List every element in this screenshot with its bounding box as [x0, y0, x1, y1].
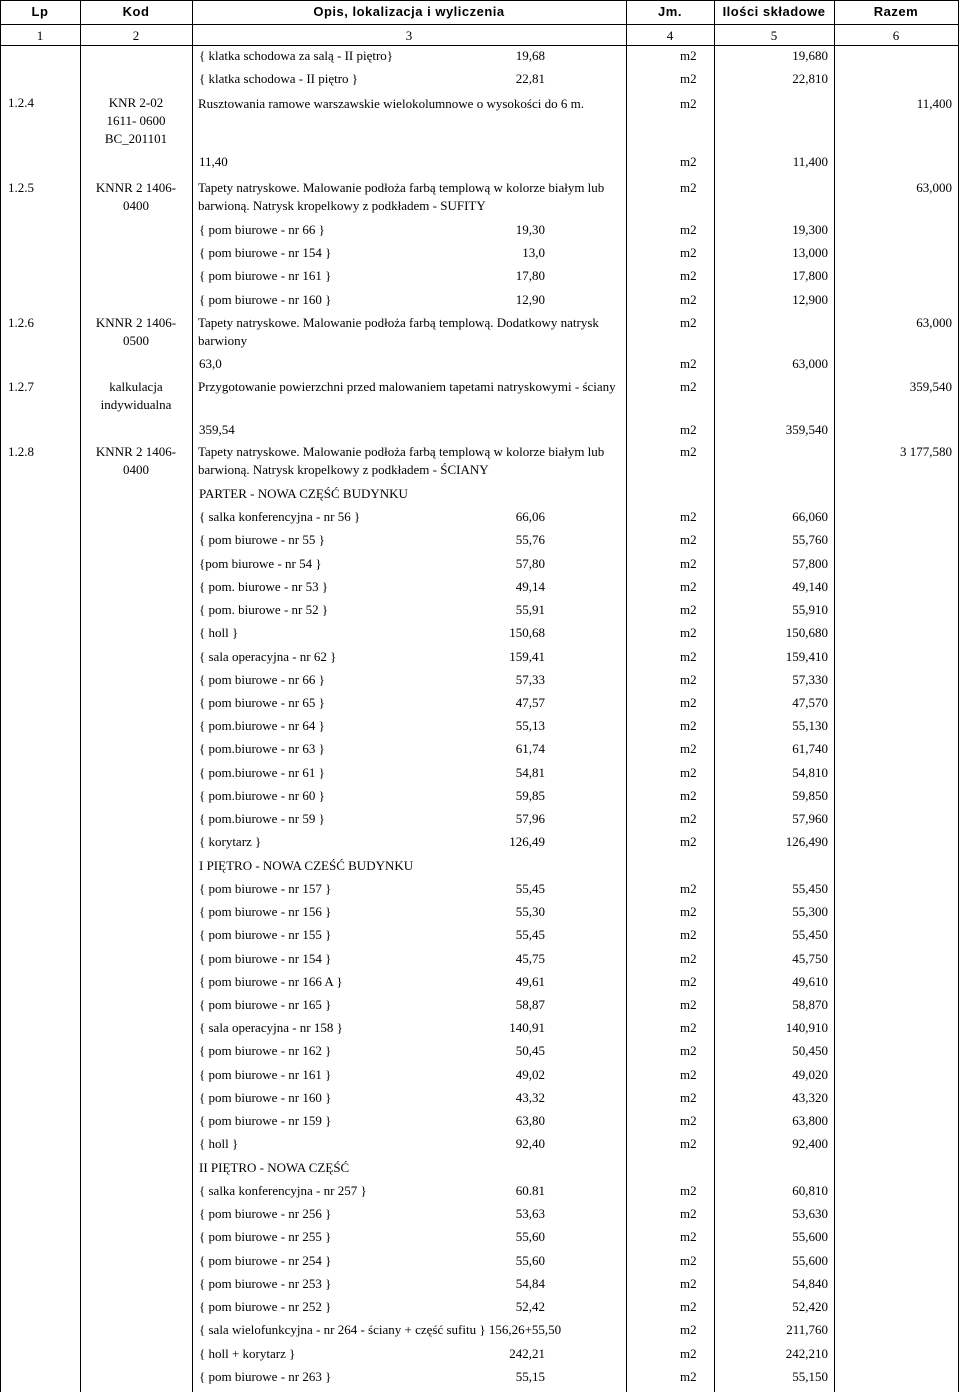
calc-line-label: { pom biurowe - nr 166 A } [199, 974, 343, 989]
calc-line-value: 13,0 [522, 245, 545, 260]
header-lp: Lp [31, 4, 49, 19]
calc-line-quantity: 55,150 [792, 1369, 828, 1384]
position-description: Tapety natryskowe. Malowanie podłoża farbą templową w kolorze białym lub barwioną. Natrysk kropelkowy z podkładem - SUFITY [198, 180, 605, 213]
position-description: Tapety natryskowe. Malowanie podłoża farbą templową. Dodatkowy natrysk barwiony [198, 315, 599, 348]
calc-line-quantity: 55,130 [792, 718, 828, 733]
calc-line-value: 55,45 [515, 881, 545, 896]
calc-line-quantity: 49,020 [792, 1067, 828, 1082]
calc-line-unit: m2 [680, 1229, 697, 1244]
position-lp: 1.2.6 [8, 315, 34, 330]
calc-line-unit: m2 [680, 579, 697, 594]
calc-line-label: { holl + korytarz } [199, 1346, 296, 1361]
calc-line-value: 57,80 [515, 556, 545, 571]
calc-line-quantity: 126,490 [785, 834, 828, 849]
position-code: 0400 [123, 462, 149, 477]
position-total: 3 177,580 [900, 444, 952, 459]
calc-line-quantity: 49,140 [792, 579, 828, 594]
calc-line-value: 242,21 [509, 1346, 545, 1361]
column-number: 1 [36, 28, 44, 43]
column-border [80, 0, 81, 1392]
calc-line-label: { pom biurowe - nr 256 } [199, 1206, 332, 1221]
calc-line-unit: m2 [680, 1299, 697, 1314]
calc-line-unit: m2 [680, 881, 697, 896]
calc-line-quantity: 19,680 [792, 48, 828, 63]
calc-line-quantity: 17,800 [792, 268, 828, 283]
position-code: 0400 [123, 198, 149, 213]
calc-line-value: 43,32 [515, 1090, 545, 1105]
calc-line-unit: m2 [680, 1346, 697, 1361]
calc-line-unit: m2 [680, 1206, 697, 1221]
calc-line-label: { salka konferencyjna - nr 257 } [199, 1183, 367, 1198]
calc-line-label: { pom biurowe - nr 157 } [199, 881, 332, 896]
calc-line-label: { pom biurowe - nr 156 } [199, 904, 332, 919]
position-code: 1611- 0600 [106, 113, 166, 128]
calc-line-label: { pom biurowe - nr 162 } [199, 1043, 332, 1058]
calc-line-label: { pom biurowe - nr 160 } [199, 1090, 332, 1105]
calc-line-label: PARTER - NOWA CZĘŚĆ BUDYNKU [199, 486, 408, 501]
calc-line-value: 55,45 [515, 927, 545, 942]
position-description: Przygotowanie powierzchni przed malowaniem tapetami natryskowymi - ściany [198, 379, 616, 394]
calc-line-label: { salka konferencyjna - nr 56 } [199, 509, 361, 524]
calc-line-unit: m2 [680, 741, 697, 756]
calc-line-unit: m2 [680, 672, 697, 687]
calc-line-unit: m2 [680, 997, 697, 1012]
calc-line-label: 11,40 [199, 154, 228, 169]
calc-line-quantity: 61,740 [792, 741, 828, 756]
calc-line-quantity: 60,810 [792, 1183, 828, 1198]
position-unit: m2 [680, 315, 697, 330]
calc-line-label: { pom.biurowe - nr 60 } [199, 788, 325, 803]
calc-line-label: 63,0 [199, 356, 222, 371]
calc-line-label: { pom biurowe - nr 254 } [199, 1253, 332, 1268]
calc-line-label: { pom biurowe - nr 253 } [199, 1276, 332, 1291]
header-kod: Kod [122, 4, 150, 19]
calc-line-quantity: 54,840 [792, 1276, 828, 1291]
calc-line-value: 49,61 [515, 974, 545, 989]
calc-line-quantity: 47,570 [792, 695, 828, 710]
header-opis: Opis, lokalizacja i wyliczenia [313, 4, 505, 19]
calc-line-quantity: 55,910 [792, 602, 828, 617]
calc-line-label: { pom biurowe - nr 255 } [199, 1229, 332, 1244]
calc-line-quantity: 13,000 [792, 245, 828, 260]
position-code: KNR 2-02 [108, 95, 164, 110]
calc-line-quantity: 52,420 [792, 1299, 828, 1314]
calc-line-label: { pom.biurowe - nr 59 } [199, 811, 325, 826]
calc-line-unit: m2 [680, 1183, 697, 1198]
position-lp: 1.2.7 [8, 379, 34, 394]
calc-line-quantity: 49,610 [792, 974, 828, 989]
position-unit: m2 [680, 444, 697, 459]
column-border [0, 0, 1, 1392]
calc-line-unit: m2 [680, 268, 697, 283]
calc-line-value: 150,68 [509, 625, 545, 640]
position-total: 63,000 [916, 180, 952, 195]
calc-line-label: { pom biurowe - nr 252 } [199, 1299, 332, 1314]
position-unit: m2 [680, 180, 697, 195]
position-code: BC_201101 [104, 131, 168, 146]
calc-line-quantity: 55,300 [792, 904, 828, 919]
column-number: 4 [666, 28, 674, 43]
calc-line-value: 54,81 [515, 765, 545, 780]
calc-line-unit: m2 [680, 154, 697, 169]
calc-line-unit: m2 [680, 292, 697, 307]
column-number: 3 [405, 28, 413, 43]
calc-line-quantity: 54,810 [792, 765, 828, 780]
calc-line-unit: m2 [680, 718, 697, 733]
calc-line-value: 50,45 [515, 1043, 545, 1058]
position-unit: m2 [680, 379, 697, 394]
calc-line-quantity: 242,210 [785, 1346, 828, 1361]
calc-line-quantity: 66,060 [792, 509, 828, 524]
calc-line-label: { pom biurowe - nr 159 } [199, 1113, 332, 1128]
calc-line-quantity: 19,300 [792, 222, 828, 237]
calc-line-label: { pom biurowe - nr 263 } [199, 1369, 332, 1384]
calc-line-unit: m2 [680, 602, 697, 617]
calc-line-label: { pom.biurowe - nr 61 } [199, 765, 325, 780]
calc-line-value: 66,06 [515, 509, 545, 524]
calc-line-unit: m2 [680, 1276, 697, 1291]
column-border [626, 0, 627, 1392]
calc-line-value: 58,87 [515, 997, 545, 1012]
calc-line-label: { pom. biurowe - nr 53 } [199, 579, 329, 594]
calc-line-value: 57,33 [515, 672, 545, 687]
calc-line-label: { pom biurowe - nr 165 } [199, 997, 332, 1012]
position-lp: 1.2.5 [8, 180, 34, 195]
calc-line-label: { pom biurowe - nr 55 } [199, 532, 325, 547]
calc-line-label: { pom biurowe - nr 161 } [199, 1067, 332, 1082]
calc-line-quantity: 59,850 [792, 788, 828, 803]
calc-line-value: 55,15 [515, 1369, 545, 1384]
calc-line-quantity: 55,600 [792, 1229, 828, 1244]
column-number: 5 [770, 28, 778, 43]
column-border [958, 0, 959, 1392]
calc-line-label: {pom biurowe - nr 54 } [199, 556, 322, 571]
calc-line-value: 45,75 [515, 951, 545, 966]
calc-line-label: { holl } [199, 625, 239, 640]
calc-line-label: { pom biurowe - nr 154 } [199, 245, 332, 260]
calc-line-label: { pom. biurowe - nr 52 } [199, 602, 329, 617]
header-ilosci: Ilości składowe [722, 4, 826, 19]
calc-line-quantity: 57,800 [792, 556, 828, 571]
calc-line-label: { sala operacyjna - nr 158 } [199, 1020, 343, 1035]
calc-line-unit: m2 [680, 834, 697, 849]
calc-line-label: { pom biurowe - nr 160 } [199, 292, 332, 307]
calc-line-unit: m2 [680, 556, 697, 571]
calc-line-quantity: 55,760 [792, 532, 828, 547]
calc-line-value: 57,96 [515, 811, 545, 826]
calc-line-quantity: 55,450 [792, 881, 828, 896]
calc-line-value: 49,14 [515, 579, 545, 594]
position-lp: 1.2.8 [8, 444, 34, 459]
position-total: 359,540 [909, 379, 952, 394]
calc-line-quantity: 11,400 [792, 154, 828, 169]
calc-line-label: 359,54 [199, 422, 235, 437]
calc-line-quantity: 53,630 [792, 1206, 828, 1221]
calc-line-unit: m2 [680, 48, 697, 63]
calc-line-label: { klatka schodowa - II piętro } [199, 71, 359, 86]
position-unit: m2 [680, 96, 697, 111]
calc-line-label: { pom biurowe - nr 161 } [199, 268, 332, 283]
calc-line-label: { sala wielofunkcyjna - nr 264 - ściany + część sufitu } 156,26+55,50 [199, 1322, 562, 1337]
calc-line-quantity: 359,540 [785, 422, 828, 437]
calc-line-quantity: 57,960 [792, 811, 828, 826]
calc-line-unit: m2 [680, 356, 697, 371]
calc-line-value: 61,74 [515, 741, 545, 756]
calc-line-unit: m2 [680, 951, 697, 966]
calc-line-unit: m2 [680, 1322, 697, 1337]
calc-line-label: { pom biurowe - nr 155 } [199, 927, 332, 942]
calc-line-quantity: 92,400 [792, 1136, 828, 1151]
column-number: 6 [892, 28, 900, 43]
calc-line-unit: m2 [680, 1020, 697, 1035]
calc-line-unit: m2 [680, 245, 697, 260]
header-razem: Razem [873, 4, 919, 19]
calc-line-unit: m2 [680, 695, 697, 710]
calc-line-unit: m2 [680, 765, 697, 780]
column-border [834, 0, 835, 1392]
calc-line-unit: m2 [680, 974, 697, 989]
calc-line-unit: m2 [680, 1113, 697, 1128]
position-code: indywidualna [100, 397, 172, 412]
calc-line-value: 55,76 [515, 532, 545, 547]
calc-line-label: { pom biurowe - nr 154 } [199, 951, 332, 966]
calc-line-unit: m2 [680, 811, 697, 826]
calc-line-value: 19,68 [515, 48, 545, 63]
calc-line-quantity: 63,000 [792, 356, 828, 371]
calc-line-unit: m2 [680, 1067, 697, 1082]
position-code: KNNR 2 1406- [95, 315, 177, 330]
calc-line-label: { pom.biurowe - nr 64 } [199, 718, 325, 733]
calc-line-value: 55,91 [515, 602, 545, 617]
calc-line-unit: m2 [680, 1253, 697, 1268]
calc-line-label: { holl } [199, 1136, 239, 1151]
calc-line-value: 53,63 [515, 1206, 545, 1221]
calc-line-quantity: 150,680 [785, 625, 828, 640]
calc-line-value: 19,30 [515, 222, 545, 237]
calc-line-value: 159,41 [509, 649, 545, 664]
calc-line-value: 17,80 [515, 268, 545, 283]
calc-line-value: 92,40 [515, 1136, 545, 1151]
calc-line-label: { pom biurowe - nr 66 } [199, 222, 325, 237]
calc-line-quantity: 57,330 [792, 672, 828, 687]
calc-line-label: { pom biurowe - nr 65 } [199, 695, 325, 710]
calc-line-unit: m2 [680, 904, 697, 919]
position-description: Tapety natryskowe. Malowanie podłoża farbą templową w kolorze białym lub barwioną. Natrysk kropelkowy z podkładem - ŚCIANY [198, 444, 605, 477]
calc-line-quantity: 211,760 [786, 1322, 828, 1337]
column-number: 2 [132, 28, 140, 43]
calc-line-quantity: 63,800 [792, 1113, 828, 1128]
calc-line-unit: m2 [680, 1043, 697, 1058]
position-total: 63,000 [916, 315, 952, 330]
calc-line-quantity: 43,320 [792, 1090, 828, 1105]
calc-line-unit: m2 [680, 222, 697, 237]
column-border [714, 0, 715, 1392]
calc-line-value: 22,81 [515, 71, 545, 86]
calc-line-label: { pom biurowe - nr 66 } [199, 672, 325, 687]
position-code: 0500 [123, 333, 149, 348]
calc-line-unit: m2 [680, 509, 697, 524]
calc-line-quantity: 50,450 [792, 1043, 828, 1058]
position-code: KNNR 2 1406- [95, 180, 177, 195]
calc-line-unit: m2 [680, 1369, 697, 1384]
calc-line-quantity: 55,450 [792, 927, 828, 942]
header-jm: Jm. [658, 4, 682, 19]
position-code: KNNR 2 1406- [95, 444, 177, 459]
calc-line-unit: m2 [680, 532, 697, 547]
calc-line-value: 55,60 [515, 1229, 545, 1244]
calc-line-value: 59,85 [515, 788, 545, 803]
calc-line-quantity: 159,410 [785, 649, 828, 664]
calc-line-value: 47,57 [515, 695, 545, 710]
calc-line-label: II PIĘTRO - NOWA CZĘŚĆ [199, 1160, 350, 1175]
calc-line-quantity: 140,910 [785, 1020, 828, 1035]
calc-line-value: 63,80 [515, 1113, 545, 1128]
calc-line-label: I PIĘTRO - NOWA CZEŚĆ BUDYNKU [199, 858, 414, 873]
calc-line-unit: m2 [680, 788, 697, 803]
calc-line-value: 60.81 [515, 1183, 545, 1198]
position-code: kalkulacja [109, 379, 163, 394]
calc-line-quantity: 22,810 [792, 71, 828, 86]
calc-line-value: 140,91 [509, 1020, 545, 1035]
position-lp: 1.2.4 [8, 95, 34, 110]
calc-line-quantity: 58,870 [792, 997, 828, 1012]
calc-line-quantity: 12,900 [792, 292, 828, 307]
calc-line-quantity: 45,750 [792, 951, 828, 966]
calc-line-unit: m2 [680, 927, 697, 942]
calc-line-value: 55,13 [515, 718, 545, 733]
calc-line-value: 55,60 [515, 1253, 545, 1268]
calc-line-value: 126,49 [509, 834, 545, 849]
calc-line-unit: m2 [680, 1090, 697, 1105]
calc-line-value: 54,84 [515, 1276, 545, 1291]
calc-line-label: { pom.biurowe - nr 63 } [199, 741, 325, 756]
calc-line-label: { sala operacyjna - nr 62 } [199, 649, 337, 664]
position-description: Rusztowania ramowe warszawskie wielokolumnowe o wysokości do 6 m. [198, 96, 584, 111]
calc-line-value: 12,90 [515, 292, 545, 307]
position-total: 11,400 [916, 96, 952, 111]
calc-line-unit: m2 [680, 71, 697, 86]
calc-line-label: { korytarz } [199, 834, 262, 849]
calc-line-unit: m2 [680, 625, 697, 640]
calc-line-quantity: 55,600 [792, 1253, 828, 1268]
calc-line-value: 49,02 [515, 1067, 545, 1082]
calc-line-unit: m2 [680, 422, 697, 437]
calc-line-unit: m2 [680, 649, 697, 664]
calc-line-label: { klatka schodowa za salą - II piętro} [199, 48, 394, 63]
column-border [192, 0, 193, 1392]
calc-line-value: 52,42 [515, 1299, 545, 1314]
calc-line-unit: m2 [680, 1136, 697, 1151]
calc-line-value: 55,30 [515, 904, 545, 919]
